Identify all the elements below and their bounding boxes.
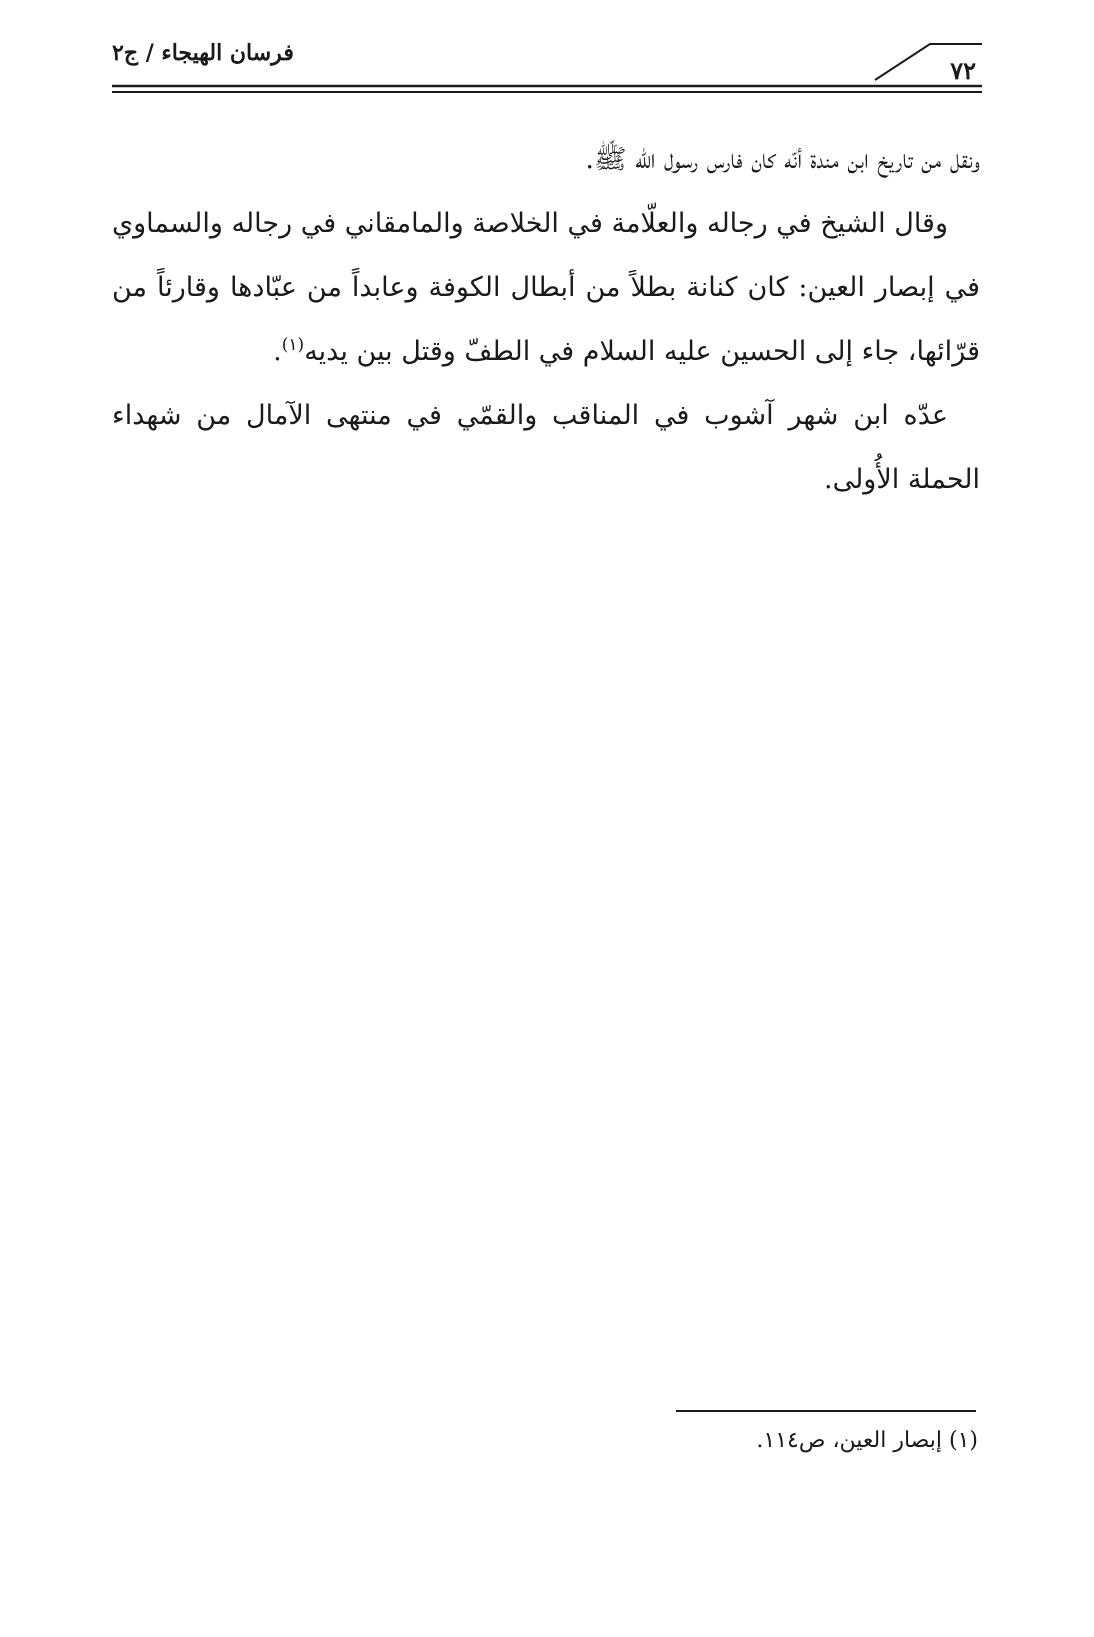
- paragraph-3: عدّه ابن شهر آشوب في المناقب والقمّي في منتهى الآمال من شهداء الحملة الأُولى.: [112, 400, 980, 495]
- paragraph-1: ونقل من تاريخ ابن مندة أنّه كان فارس رسول الله ﷺ.: [585, 144, 980, 175]
- book-title: فرسان الهيجاء / ج٢: [112, 40, 294, 66]
- page-number: ٧٢: [950, 56, 976, 85]
- footnote-divider: [676, 1410, 976, 1412]
- paragraph-2-end: .: [273, 336, 282, 367]
- page-header: [0, 0, 1094, 110]
- footnote-reference: (١): [281, 335, 305, 355]
- paragraph-2-text: وقال الشيخ في رجاله والعلّامة في الخلاصة والمامقاني في رجاله والسماوي في إبصار العين: كان كنانة بطلاً من أبطال الكوفة وعابداً من عبّادها وقارئاً من قرّائها، جاء إلى الحسين عليه السلام في الطفّ وقتل بين يديه: [112, 208, 980, 367]
- footnote: (١) إبصار العين، ص١١٤.: [756, 1428, 978, 1453]
- paragraph-2: [112, 192, 980, 384]
- main-text: [112, 128, 980, 512]
